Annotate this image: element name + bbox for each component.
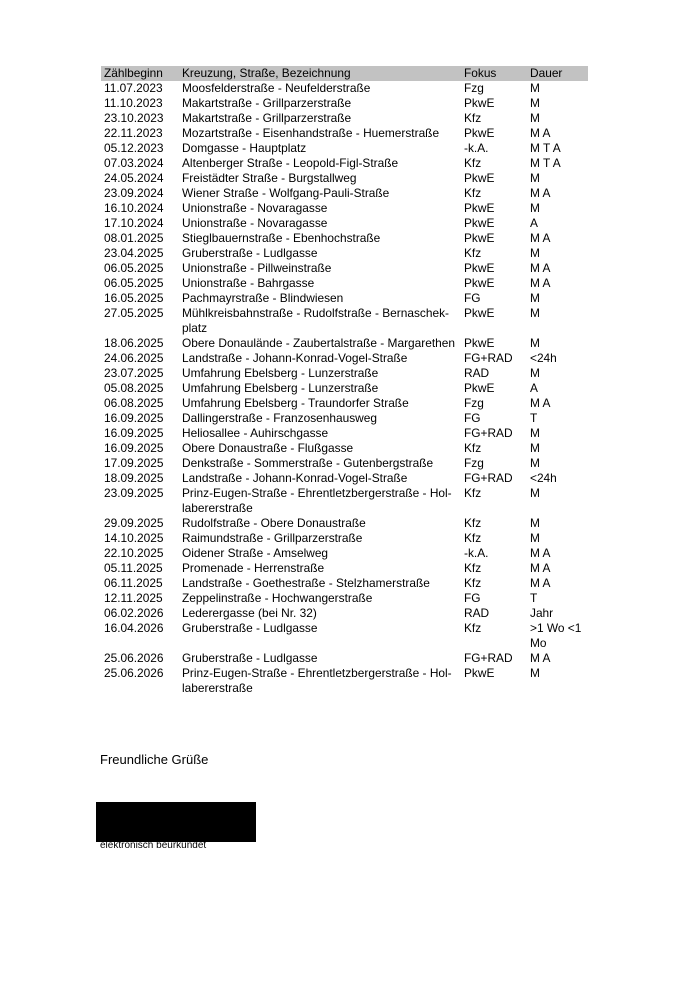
cell-focus: FG xyxy=(464,291,481,305)
cell-location: Unionstraße - Novaragasse xyxy=(182,201,328,215)
cell-start-date: 05.08.2025 xyxy=(104,381,164,395)
cell-location: Obere Donaustraße - Flußgasse xyxy=(182,441,354,455)
cell-location: Umfahrung Ebelsberg - Lunzerstraße xyxy=(182,366,379,380)
cell-start-date: 16.09.2025 xyxy=(104,411,164,425)
cell-location: Lederergasse (bei Nr. 32) xyxy=(182,606,317,620)
cell-duration: Jahr xyxy=(530,606,554,620)
cell-duration: >1 Wo <1 Mo xyxy=(530,621,582,650)
cell-location: Stieglbauernstraße - Ebenhochstraße xyxy=(182,231,381,245)
cell-start-date: 06.11.2025 xyxy=(104,576,163,590)
cell-duration: <24h xyxy=(530,471,557,485)
closing-greeting: Freundliche Grüße xyxy=(100,752,209,767)
cell-duration: M xyxy=(530,291,540,305)
cell-duration: M T A xyxy=(530,156,561,170)
table-row xyxy=(101,216,588,231)
cell-start-date: 18.09.2025 xyxy=(104,471,164,485)
cell-location: Unionstraße - Pillweinstraße xyxy=(182,261,332,275)
cell-focus: Fzg xyxy=(464,456,484,470)
cell-start-date: 25.06.2026 xyxy=(104,651,164,665)
column-header-location: Kreuzung, Straße, Bezeichnung xyxy=(179,66,461,81)
cell-duration: M xyxy=(530,441,540,455)
cell-start-date: 17.10.2024 xyxy=(104,216,164,230)
cell-focus: Kfz xyxy=(464,111,482,125)
cell-duration: M xyxy=(530,201,540,215)
cell-start-date: 06.08.2025 xyxy=(104,396,164,410)
cell-location: Landstraße - Johann-Konrad-Vogel-Straße xyxy=(182,471,408,485)
cell-focus: Kfz xyxy=(464,441,482,455)
cell-duration: <24h xyxy=(530,351,557,365)
table-row xyxy=(101,621,588,651)
cell-start-date: 25.06.2026 xyxy=(104,666,164,680)
table-row xyxy=(101,606,588,621)
cell-location: Landstraße - Johann-Konrad-Vogel-Straße xyxy=(182,351,408,365)
cell-location: Umfahrung Ebelsberg - Traundorfer Straße xyxy=(182,396,409,410)
cell-duration: M xyxy=(530,306,540,320)
table-row xyxy=(101,381,588,396)
table-row xyxy=(101,336,588,351)
cell-location: Prinz-Eugen-Straße - Ehrentletzbergerstraße - Hol-labererstraße xyxy=(182,666,452,695)
cell-start-date: 06.02.2026 xyxy=(104,606,164,620)
cell-focus: Kfz xyxy=(464,156,482,170)
cell-location: Mühlkreisbahnstraße - Rudolfstraße - Bernaschek-platz xyxy=(182,306,449,335)
cell-location: Gruberstraße - Ludlgasse xyxy=(182,246,318,260)
table-row xyxy=(101,231,588,246)
traffic-count-table xyxy=(101,66,588,696)
cell-start-date: 16.09.2025 xyxy=(104,441,164,455)
cell-location: Wiener Straße - Wolfgang-Pauli-Straße xyxy=(182,186,390,200)
table-row xyxy=(101,351,588,366)
cell-focus: PkwE xyxy=(464,261,495,275)
cell-focus: PkwE xyxy=(464,306,495,320)
cell-location: Raimundstraße - Grillparzerstraße xyxy=(182,531,363,545)
cell-start-date: 22.11.2023 xyxy=(104,126,163,140)
cell-focus: Kfz xyxy=(464,186,482,200)
cell-duration: M A xyxy=(530,561,551,575)
cell-start-date: 08.01.2025 xyxy=(104,231,164,245)
table-row xyxy=(101,651,588,666)
cell-focus: Fzg xyxy=(464,396,484,410)
cell-focus: FG+RAD xyxy=(464,651,513,665)
table-row xyxy=(101,591,588,606)
table-row xyxy=(101,141,588,156)
cell-focus: PkwE xyxy=(464,171,495,185)
cell-duration: M xyxy=(530,486,540,500)
cell-duration: M xyxy=(530,666,540,680)
cell-start-date: 24.05.2024 xyxy=(104,171,164,185)
cell-location: Umfahrung Ebelsberg - Lunzerstraße xyxy=(182,381,379,395)
cell-duration: M xyxy=(530,81,540,95)
cell-focus: FG+RAD xyxy=(464,426,513,440)
cell-duration: M A xyxy=(530,396,551,410)
cell-focus: Kfz xyxy=(464,246,482,260)
table-row xyxy=(101,576,588,591)
cell-start-date: 05.11.2025 xyxy=(104,561,163,575)
cell-start-date: 22.10.2025 xyxy=(104,546,164,560)
cell-location: Promenade - Herrenstraße xyxy=(182,561,325,575)
cell-duration: M xyxy=(530,426,540,440)
cell-start-date: 23.04.2025 xyxy=(104,246,164,260)
table-row xyxy=(101,561,588,576)
cell-focus: Kfz xyxy=(464,516,482,530)
cell-duration: M xyxy=(530,96,540,110)
column-header-duration: Dauer xyxy=(527,66,588,81)
cell-start-date: 06.05.2025 xyxy=(104,276,164,290)
cell-duration: M A xyxy=(530,126,551,140)
cell-focus: PkwE xyxy=(464,201,495,215)
cell-location: Denkstraße - Sommerstraße - Gutenbergstraße xyxy=(182,456,434,470)
table-row xyxy=(101,441,588,456)
cell-start-date: 17.09.2025 xyxy=(104,456,164,470)
table-row xyxy=(101,666,588,696)
table-row xyxy=(101,186,588,201)
cell-start-date: 16.05.2025 xyxy=(104,291,164,305)
cell-location: Oidener Straße - Amselweg xyxy=(182,546,329,560)
cell-focus: FG xyxy=(464,591,481,605)
cell-focus: Fzg xyxy=(464,81,484,95)
table-row xyxy=(101,246,588,261)
redacted-signature xyxy=(96,802,256,842)
cell-start-date: 29.09.2025 xyxy=(104,516,164,530)
cell-duration: M A xyxy=(530,651,551,665)
cell-start-date: 11.07.2023 xyxy=(104,81,163,95)
cell-focus: FG+RAD xyxy=(464,351,513,365)
cell-location: Moosfelderstraße - Neufelderstraße xyxy=(182,81,371,95)
table-row xyxy=(101,516,588,531)
cell-duration: M A xyxy=(530,276,551,290)
table-body xyxy=(101,81,588,696)
column-header-start-date: Zählbeginn xyxy=(101,66,179,81)
cell-location: Freistädter Straße - Burgstallweg xyxy=(182,171,357,185)
cell-duration: M A xyxy=(530,261,551,275)
cell-focus: Kfz xyxy=(464,486,482,500)
cell-start-date: 07.03.2024 xyxy=(104,156,164,170)
cell-start-date: 16.09.2025 xyxy=(104,426,164,440)
table-row xyxy=(101,426,588,441)
cell-start-date: 06.05.2025 xyxy=(104,261,164,275)
table-row xyxy=(101,291,588,306)
cell-start-date: 16.04.2026 xyxy=(104,621,164,635)
table-row xyxy=(101,201,588,216)
cell-focus: PkwE xyxy=(464,216,495,230)
cell-start-date: 05.12.2023 xyxy=(104,141,164,155)
cell-focus: PkwE xyxy=(464,336,495,350)
table-row xyxy=(101,486,588,516)
cell-duration: M xyxy=(530,336,540,350)
table-row xyxy=(101,366,588,381)
cell-location: Dallingerstraße - Franzosenhausweg xyxy=(182,411,377,425)
cell-location: Landstraße - Goethestraße - Stelzhamerstraße xyxy=(182,576,430,590)
table-row xyxy=(101,546,588,561)
table-row xyxy=(101,471,588,486)
table-row xyxy=(101,81,588,96)
cell-focus: -k.A. xyxy=(464,141,489,155)
cell-duration: M xyxy=(530,516,540,530)
cell-location: Unionstraße - Bahrgasse xyxy=(182,276,315,290)
cell-duration: M xyxy=(530,171,540,185)
cell-location: Rudolfstraße - Obere Donaustraße xyxy=(182,516,366,530)
cell-duration: M A xyxy=(530,231,551,245)
cell-start-date: 18.06.2025 xyxy=(104,336,164,350)
cell-start-date: 23.10.2023 xyxy=(104,111,164,125)
cell-duration: M xyxy=(530,456,540,470)
cell-start-date: 23.07.2025 xyxy=(104,366,164,380)
cell-location: Obere Donaulände - Zaubertalstraße - Margarethen xyxy=(182,336,455,350)
cell-focus: -k.A. xyxy=(464,546,489,560)
cell-location: Altenberger Straße - Leopold-Figl-Straße xyxy=(182,156,399,170)
cell-start-date: 23.09.2025 xyxy=(104,486,164,500)
cell-duration: A xyxy=(530,381,538,395)
cell-duration: M A xyxy=(530,576,551,590)
column-header-focus: Fokus xyxy=(461,66,527,81)
table-row xyxy=(101,96,588,111)
cell-focus: PkwE xyxy=(464,276,495,290)
cell-location: Prinz-Eugen-Straße - Ehrentletzbergerstraße - Hol-labererstraße xyxy=(182,486,452,515)
cell-focus: PkwE xyxy=(464,126,495,140)
cell-location: Zeppelinstraße - Hochwangerstraße xyxy=(182,591,373,605)
table-row xyxy=(101,396,588,411)
cell-start-date: 12.11.2025 xyxy=(104,591,163,605)
cell-location: Makartstraße - Grillparzerstraße xyxy=(182,111,352,125)
cell-duration: T xyxy=(530,591,538,605)
cell-duration: A xyxy=(530,216,538,230)
cell-start-date: 24.06.2025 xyxy=(104,351,164,365)
cell-focus: Kfz xyxy=(464,621,482,635)
cell-location: Makartstraße - Grillparzerstraße xyxy=(182,96,352,110)
table-header-row xyxy=(101,66,588,81)
cell-location: Gruberstraße - Ludlgasse xyxy=(182,651,318,665)
cell-focus: Kfz xyxy=(464,531,482,545)
cell-start-date: 23.09.2024 xyxy=(104,186,164,200)
table-row xyxy=(101,411,588,426)
table-row xyxy=(101,156,588,171)
cell-focus: Kfz xyxy=(464,561,482,575)
cell-focus: RAD xyxy=(464,366,490,380)
table-row xyxy=(101,531,588,546)
cell-start-date: 27.05.2025 xyxy=(104,306,164,320)
cell-focus: PkwE xyxy=(464,96,495,110)
cell-duration: M xyxy=(530,531,540,545)
cell-focus: PkwE xyxy=(464,231,495,245)
table-row xyxy=(101,456,588,471)
table-row xyxy=(101,171,588,186)
cell-start-date: 16.10.2024 xyxy=(104,201,164,215)
signature-note: elektronisch beurkundet xyxy=(100,840,207,851)
table-row xyxy=(101,276,588,291)
cell-duration: M xyxy=(530,111,540,125)
cell-start-date: 14.10.2025 xyxy=(104,531,164,545)
cell-duration: M xyxy=(530,366,540,380)
cell-location: Domgasse - Hauptplatz xyxy=(182,141,307,155)
cell-duration: T xyxy=(530,411,538,425)
cell-location: Mozartstraße - Eisenhandstraße - Huemerstraße xyxy=(182,126,440,140)
cell-focus: RAD xyxy=(464,606,490,620)
cell-start-date: 11.10.2023 xyxy=(104,96,163,110)
cell-focus: PkwE xyxy=(464,381,495,395)
cell-duration: M T A xyxy=(530,141,561,155)
cell-focus: PkwE xyxy=(464,666,495,680)
cell-focus: FG+RAD xyxy=(464,471,513,485)
cell-duration: M A xyxy=(530,546,551,560)
cell-focus: Kfz xyxy=(464,576,482,590)
cell-duration: M A xyxy=(530,186,551,200)
cell-focus: FG xyxy=(464,411,481,425)
table-row xyxy=(101,111,588,126)
cell-location: Heliosallee - Auhirschgasse xyxy=(182,426,329,440)
table-row xyxy=(101,126,588,141)
cell-duration: M xyxy=(530,246,540,260)
table-row xyxy=(101,261,588,276)
table-row xyxy=(101,306,588,336)
cell-location: Unionstraße - Novaragasse xyxy=(182,216,328,230)
cell-location: Pachmayrstraße - Blindwiesen xyxy=(182,291,344,305)
cell-location: Gruberstraße - Ludlgasse xyxy=(182,621,318,635)
